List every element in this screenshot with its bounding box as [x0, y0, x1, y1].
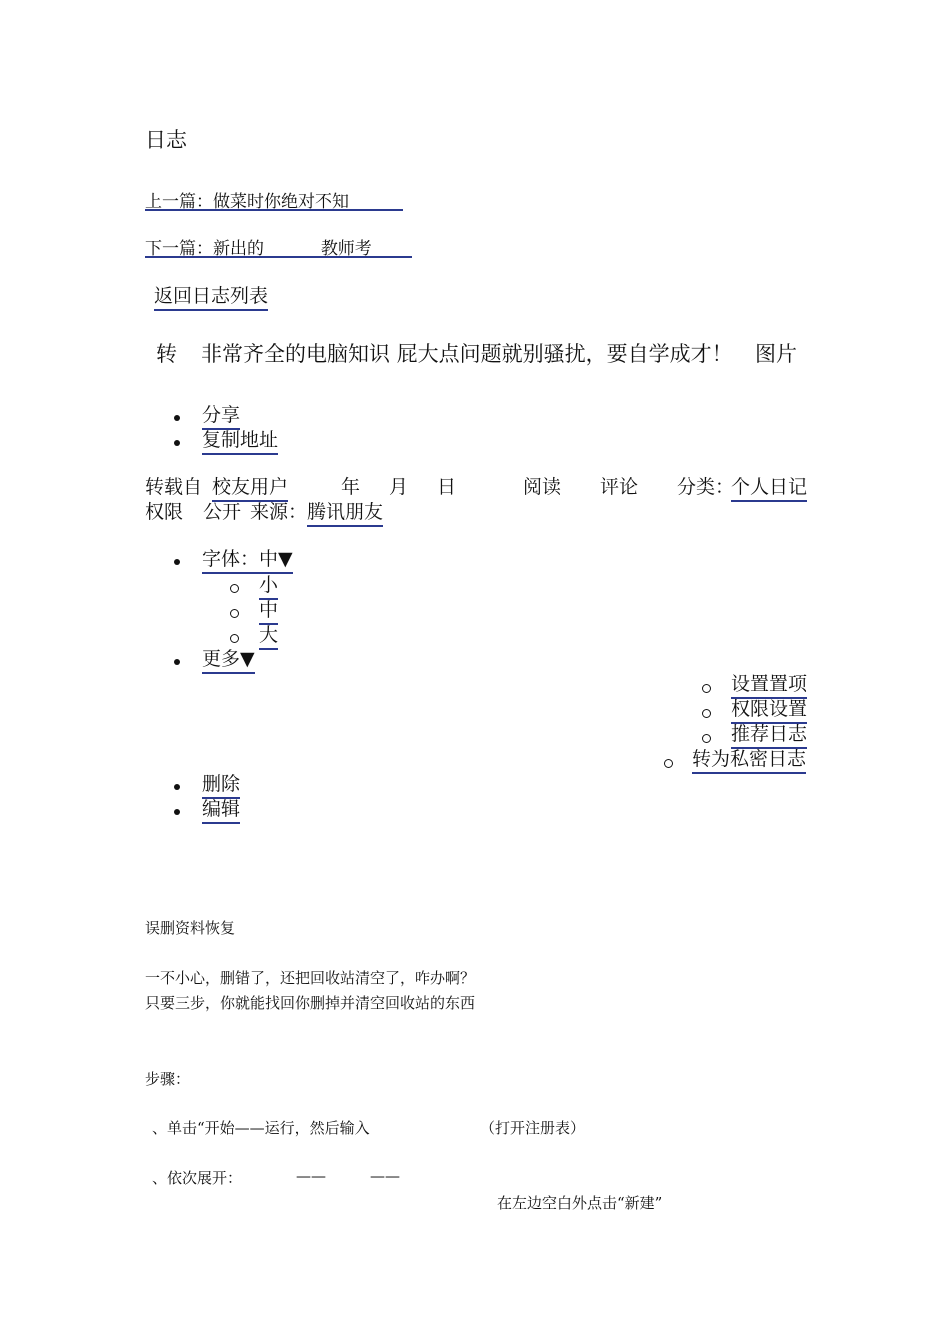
- circle-bullet-icon: [230, 584, 239, 593]
- bullet-icon: [174, 559, 180, 565]
- bullet-icon: [174, 784, 180, 790]
- category-link[interactable]: 个人日记: [731, 472, 807, 502]
- circle-bullet-icon: [230, 634, 239, 643]
- next-post-link[interactable]: [145, 234, 412, 258]
- step-2-separator: ——: [370, 1167, 400, 1185]
- edit-link[interactable]: 编辑: [202, 794, 240, 824]
- back-to-list-link[interactable]: 返回日志列表: [154, 281, 268, 311]
- source-label: 来源：: [250, 501, 308, 523]
- date-day: 日: [437, 476, 457, 498]
- circle-bullet-icon: [702, 734, 711, 743]
- read-count-label: 阅读: [523, 476, 562, 498]
- steps-label: 步骤：: [145, 1070, 191, 1088]
- circle-bullet-icon: [702, 709, 711, 718]
- font-small-option[interactable]: 小: [259, 570, 278, 600]
- prev-post-link[interactable]: [145, 187, 403, 211]
- comment-count-label: 评论: [600, 476, 639, 498]
- step-1-note: （打开注册表）: [480, 1119, 586, 1137]
- section-heading: 误删资料恢复: [145, 919, 236, 937]
- font-large-option[interactable]: 大: [259, 620, 278, 650]
- permission-value: 公开: [203, 501, 242, 523]
- article-image-label: 图片: [755, 342, 797, 366]
- more-menu[interactable]: 更多▼: [202, 644, 255, 674]
- date-year: 年: [341, 476, 361, 498]
- circle-bullet-icon: [702, 684, 711, 693]
- circle-bullet-icon: [664, 759, 673, 768]
- step-2-text: 、依次展开：: [152, 1169, 243, 1187]
- repost-tag: 转: [156, 342, 177, 366]
- next-post-label-a: 下一篇：新出的: [145, 239, 264, 259]
- author-link[interactable]: 校友用户: [212, 472, 288, 502]
- repost-from-label: 转载自: [145, 476, 203, 498]
- font-medium-option[interactable]: 中: [259, 595, 278, 625]
- bullet-icon: [174, 415, 180, 421]
- category-label: 分类：: [677, 476, 735, 498]
- delete-link[interactable]: 删除: [202, 769, 240, 799]
- body-line: 一不小心，删错了，还把回收站清空了，咋办啊？: [145, 969, 476, 987]
- recommend-option[interactable]: 推荐日志: [731, 719, 807, 749]
- prev-post-label: 上一篇：做菜时你绝对不知: [145, 192, 349, 212]
- circle-bullet-icon: [230, 609, 239, 618]
- bullet-icon: [174, 809, 180, 815]
- page-title: 日志: [145, 128, 187, 152]
- article-title: 非常齐全的电脑知识 屁大点问题就别骚扰，要自学成才！: [201, 342, 733, 366]
- font-size-menu[interactable]: 字体：中▼: [202, 544, 293, 574]
- make-private-option[interactable]: 转为私密日志: [692, 744, 806, 774]
- bullet-icon: [174, 659, 180, 665]
- permission-label: 权限: [145, 501, 184, 523]
- date-month: 月: [389, 476, 409, 498]
- step-1-text: 、单击“开始——运行，然后输入: [152, 1119, 370, 1137]
- pin-option[interactable]: 设置置项: [731, 669, 807, 699]
- next-post-label-b: 教师考: [320, 239, 372, 259]
- copy-address-link[interactable]: 复制地址: [202, 425, 278, 455]
- share-link[interactable]: 分享: [202, 400, 240, 430]
- bullet-icon: [174, 440, 180, 446]
- permission-setting-option[interactable]: 权限设置: [731, 694, 807, 724]
- step-2-instruction: 在左边空白外点击“新建”: [497, 1194, 663, 1212]
- body-line: 只要三步，你就能找回你删掉并清空回收站的东西: [145, 994, 476, 1012]
- step-2-separator: ——: [296, 1167, 326, 1185]
- source-link[interactable]: 腾讯朋友: [307, 497, 383, 527]
